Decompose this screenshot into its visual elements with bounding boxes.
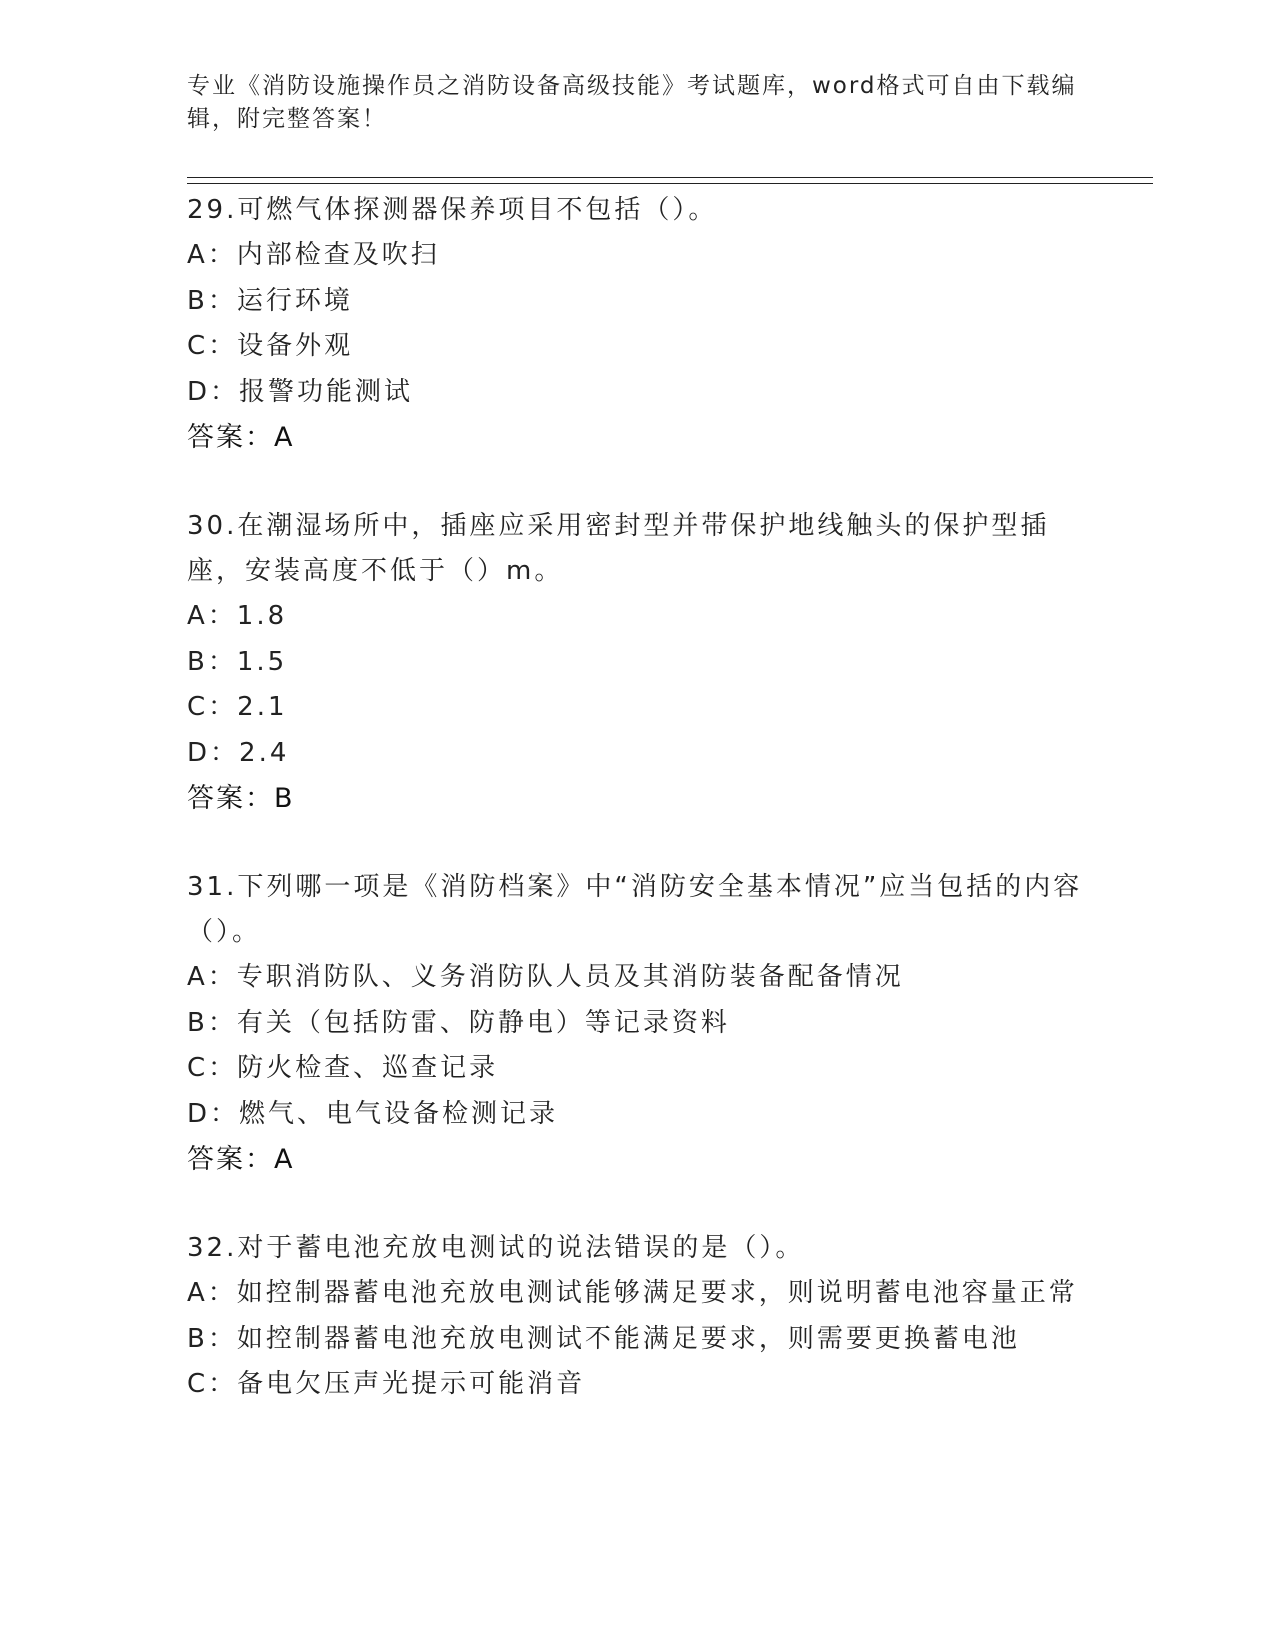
option-b: B：如控制器蓄电池充放电测试不能满足要求，则需要更换蓄电池 — [187, 1323, 1020, 1354]
question-gap — [187, 460, 1087, 504]
header-divider-bottom — [187, 183, 1153, 184]
question-stem: 30.在潮湿场所中，插座应采用密封型并带保护地线触头的保护型插座，安装高度不低于（）m。 — [187, 511, 1050, 586]
option-d: D：燃气、电气设备检测记录 — [187, 1098, 559, 1129]
question-gap — [187, 1182, 1087, 1226]
question-stem: 29.可燃气体探测器保养项目不包括（）。 — [187, 195, 718, 225]
question-31 — [187, 865, 1087, 1182]
document-header: 专业《消防设施操作员之消防设备高级技能》考试题库，word格式可自由下载编辑，附完整答案！ — [187, 73, 1077, 132]
option-d: D：2.4 — [187, 737, 290, 768]
question-32 — [187, 1226, 1087, 1408]
option-b: B：有关（包括防雷、防静电）等记录资料 — [187, 1007, 730, 1038]
question-list — [187, 188, 1087, 1408]
option-c: C：备电欠压声光提示可能消音 — [187, 1369, 586, 1399]
answer: 答案：A — [187, 1144, 295, 1175]
option-a: A：内部检查及吹扫 — [187, 240, 440, 270]
option-a: A：专职消防队、义务消防队人员及其消防装备配备情况 — [187, 962, 904, 992]
option-b: B：运行环境 — [187, 285, 353, 316]
question-30 — [187, 504, 1087, 821]
option-c: C：2.1 — [187, 692, 288, 722]
header-divider-top — [187, 177, 1153, 178]
answer: 答案：B — [187, 783, 295, 814]
question-gap — [187, 821, 1087, 865]
option-a: A：1.8 — [187, 601, 288, 631]
option-c: C：设备外观 — [187, 331, 354, 361]
option-b: B：1.5 — [187, 646, 288, 677]
option-c: C：防火检查、巡查记录 — [187, 1053, 499, 1083]
option-a: A：如控制器蓄电池充放电测试能够满足要求，则说明蓄电池容量正常 — [187, 1278, 1078, 1308]
question-stem: 32.对于蓄电池充放电测试的说法错误的是（）。 — [187, 1233, 805, 1263]
question-stem: 31.下列哪一项是《消防档案》中“消防安全基本情况”应当包括的内容（）。 — [187, 872, 1083, 947]
option-d: D：报警功能测试 — [187, 376, 414, 407]
answer: 答案：A — [187, 422, 295, 453]
question-29 — [187, 188, 1087, 460]
